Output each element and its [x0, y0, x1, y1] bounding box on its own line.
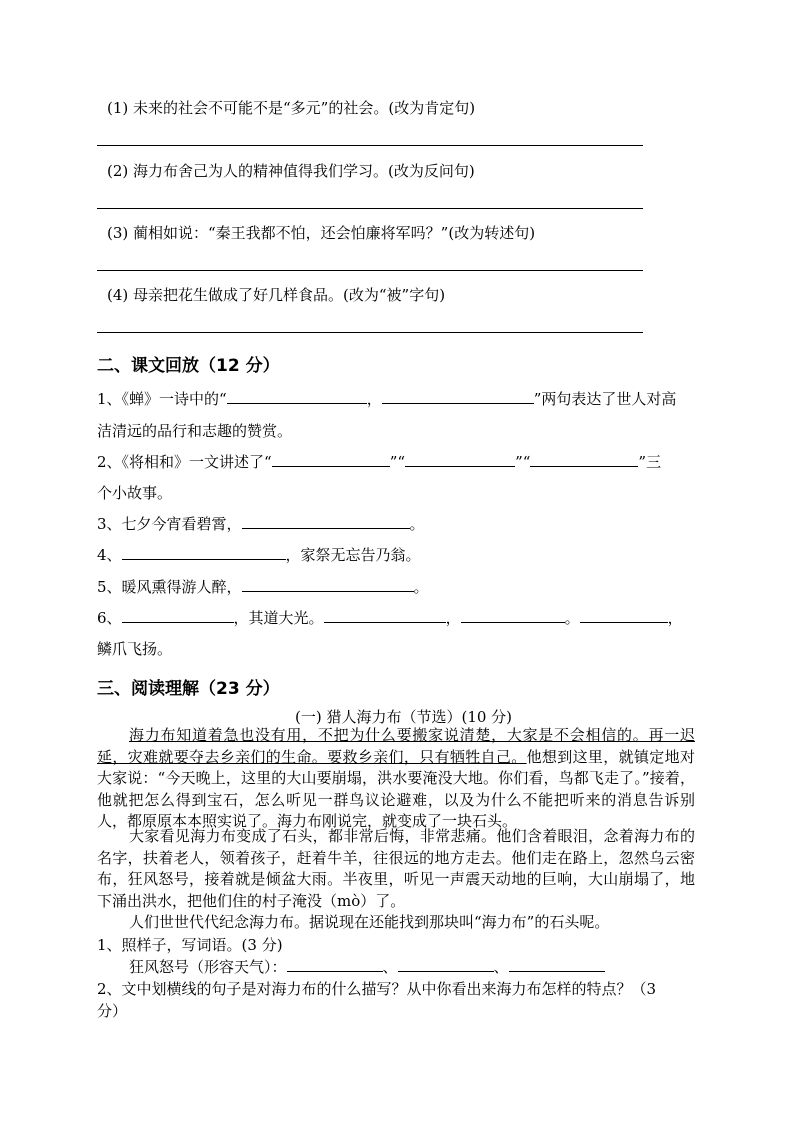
answer-line-1-1[interactable]: [97, 145, 643, 146]
blank-2-2-b[interactable]: [405, 452, 515, 467]
blank-2-2-a[interactable]: [272, 452, 390, 467]
question-2-2: 2、《将相和》一文讲述了“ ”“ ”“ ”三: [97, 453, 662, 471]
blank-3-1-c[interactable]: [509, 957, 605, 972]
blank-3-1-b[interactable]: [398, 957, 494, 972]
blank-2-1-b[interactable]: [382, 389, 534, 404]
question-1-3: (3) 蔺相如说：“秦王我都不怕，还会怕廉将军吗？”(改为转述句): [107, 224, 536, 242]
blank-2-4[interactable]: [122, 545, 286, 560]
blank-2-1-a[interactable]: [227, 389, 367, 404]
question-2-4: 4、 ，家祭无忘告乃翁。: [97, 546, 421, 564]
question-2-6: 6、 ，其道大光。 ， 。 ，: [97, 609, 683, 627]
reading-question-2-cont: 分）: [97, 1002, 128, 1020]
blank-2-6-b[interactable]: [324, 608, 446, 623]
answer-line-1-4[interactable]: [97, 332, 643, 333]
blank-2-2-c[interactable]: [530, 452, 638, 467]
answer-line-1-2[interactable]: [97, 208, 643, 209]
question-1-4: (4) 母亲把花生做成了好几样食品。(改为“被”字句): [107, 286, 446, 304]
question-2-6-cont: 鳞爪飞扬。: [97, 640, 173, 658]
section-3-heading: 三、阅读理解（23 分）: [97, 679, 280, 699]
passage-paragraph-1: 海力布知道着急也没有用，不把为什么要搬家说清楚，大家是不会相信的。再一迟延，灾难就要夺去乡亲们的生命。要救乡亲们，只有牺牲自己。他想到这里，就镇定地对大家说：“今天晚上，这里的大山要崩塌，洪水要淹没大地。你们看，鸟都飞走了。”接着，他就把怎么得到宝石，怎么听见一群鸟议论避难，以及为什么不能把听来的消息告诉别人，都原原本本照实说了。海力布刚说完，就变成了一块石头。: [97, 726, 695, 830]
passage-paragraph-2: 大家看见海力布变成了石头，都非常后悔，非常悲痛。他们含着眼泪，念着海力布的名字，扶着老人，领着孩子，赶着牛羊，往很远的地方走去。他们走在路上，忽然乌云密布，狂风怒号，接着就是倾盆大雨。半夜里，听见一声震天动地的巨响，大山崩塌了，地下涌出洪水，把他们住的村子淹没（mò）了。: [97, 827, 695, 910]
answer-line-1-3[interactable]: [97, 270, 643, 271]
blank-2-6-c[interactable]: [461, 608, 565, 623]
question-1-1: (1) 未来的社会不可能不是“多元”的社会。(改为肯定句): [107, 99, 476, 117]
passage-title: (一) 猎人海力布（节选）(10 分): [295, 708, 513, 726]
blank-2-6-a[interactable]: [122, 608, 234, 623]
blank-2-6-d[interactable]: [580, 608, 668, 623]
question-2-3: 3、七夕今宵看碧霄， 。: [97, 515, 425, 533]
question-2-1-cont: 洁清远的品行和志趣的赞赏。: [97, 422, 293, 440]
question-2-1: 1、《蝉》一诗中的“ ， ”两句表达了世人对高: [97, 390, 677, 408]
underlined-sentences: 海力布知道着急也没有用，不把为什么要搬家说清楚，大家是不会相信的。再一迟延，灾难就要夺去乡亲们的生命。要救乡亲们，只有牺牲自己。: [97, 726, 695, 766]
section-2-heading: 二、课文回放（12 分）: [97, 356, 280, 376]
passage-paragraph-3: 人们世世代代纪念海力布。据说现在还能找到那块叫“海力布”的石头呢。: [129, 913, 610, 931]
blank-2-5[interactable]: [242, 577, 414, 592]
question-2-5: 5、暖风熏得游人醉， 。: [97, 578, 429, 596]
reading-question-1-example: 狂风怒号（形容天气）： 、 、: [129, 956, 605, 977]
question-1-2: (2) 海力布舍己为人的精神值得我们学习。(改为反问句): [107, 162, 475, 180]
blank-3-1-a[interactable]: [287, 957, 383, 972]
blank-2-3[interactable]: [242, 514, 410, 529]
question-2-2-cont: 个小故事。: [97, 484, 173, 502]
reading-question-2: 2、文中划横线的句子是对海力布的什么描写？从中你看出来海力布怎样的特点？（3: [97, 980, 657, 998]
reading-question-1: 1、照样子，写词语。(3 分): [97, 936, 283, 954]
